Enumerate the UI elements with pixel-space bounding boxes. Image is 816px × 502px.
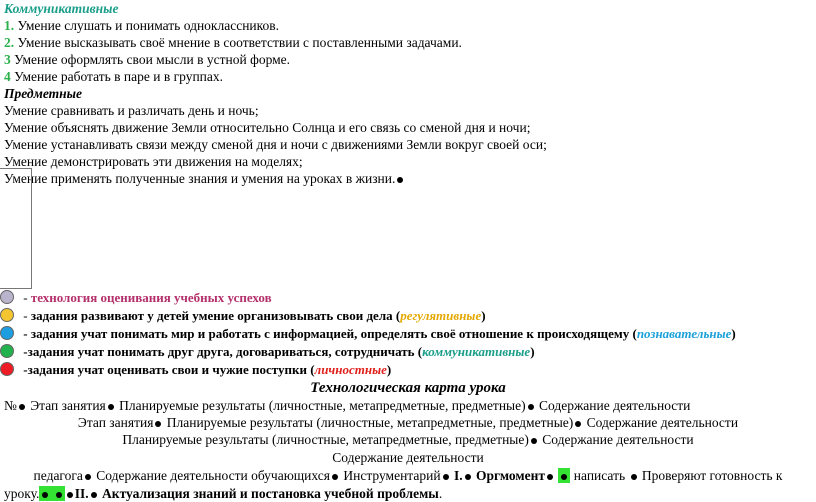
item-number: 3 (4, 52, 11, 67)
legend-text: задания учат понимать мир и работать с информацией, определять своё отношение к происходящему ( (30, 326, 637, 341)
cell-text: Содержание деятельности обучающихся (92, 468, 330, 483)
communicative-item (4, 17, 279, 34)
legend-category: познавательные (636, 326, 732, 341)
bullet-icon (397, 177, 403, 183)
legend-category: регулятивные (400, 308, 482, 323)
cell-text: Содержание деятельности (538, 432, 694, 447)
cell-text: . (438, 486, 443, 501)
communicative-item (4, 51, 290, 68)
legend-category: личностные (314, 362, 387, 377)
legend-category: коммуникативные (422, 344, 531, 359)
communicative-item (4, 68, 223, 85)
card-row (0, 431, 816, 448)
card-title: Технологическая карта урока (310, 380, 506, 396)
subject-header: Предметные (4, 86, 83, 101)
bullet-icon (332, 474, 338, 480)
empty-frame (0, 168, 32, 289)
card-row (0, 467, 816, 484)
cell-text: Этап занятия (77, 415, 154, 430)
cell-text: Инструментарий (339, 468, 441, 483)
number-sign: № (4, 398, 17, 413)
item-text: Умение слушать и понимать одноклассников. (14, 18, 280, 33)
subject-item: Умение сравнивать и различать день и ночь; (4, 103, 259, 118)
subject-item: Умение объяснять движение Земли относительно Солнца и его связь со сменой дня и ночи; (4, 120, 531, 135)
cell-text: Планируемые результаты (личностные, метапредметные, предметные) (163, 415, 574, 430)
blue-circle-icon (0, 326, 14, 340)
stage-number: II. (74, 486, 89, 501)
legend-item (0, 343, 535, 361)
communicative-item (4, 34, 462, 51)
communicative-header: Коммуникативные (4, 1, 119, 16)
bullet-icon (19, 404, 25, 410)
cell-text: Этап занятия (26, 398, 106, 413)
legend-text: задания развивают у детей умение организовывать свои дела ( (30, 308, 401, 323)
bullet-icon (67, 492, 73, 498)
item-number: 2. (4, 35, 15, 50)
legend-close: ) (386, 362, 392, 377)
subject-item: Умение демонстрировать эти движения на моделях; (4, 154, 303, 169)
legend-text: технология оценивания учебных успехов (30, 290, 272, 305)
legend-prefix: - (20, 308, 31, 323)
legend-item (0, 289, 272, 307)
card-row: Содержание деятельности (332, 450, 484, 465)
green-circle-icon (0, 344, 14, 358)
bullet-icon (91, 492, 97, 498)
cell-text: Планируемые результаты (личностные, метапредметные, предметные) (122, 432, 529, 447)
cell-text: написать (570, 468, 626, 483)
bullet-icon (85, 474, 91, 480)
cell-text: уроку. (4, 486, 40, 501)
cell-text: Планируемые результаты (личностные, метапредметные, предметные) (115, 398, 526, 413)
bullet-icon (531, 438, 537, 444)
bullet-icon (155, 421, 161, 427)
bullet-icon (465, 474, 471, 480)
item-number: 1. (4, 18, 15, 33)
bullet-icon (631, 474, 637, 480)
lavender-circle-icon (0, 290, 14, 304)
stage-title: Оргмомент (472, 468, 546, 483)
item-text: Умение оформлять свои мысли в устной форме. (10, 52, 291, 67)
stage-number: I. (450, 468, 463, 483)
cell-text: педагога (33, 468, 83, 483)
legend-item (0, 307, 486, 325)
legend-prefix: - (20, 326, 31, 341)
card-row (4, 485, 816, 502)
legend-item (0, 325, 736, 343)
cell-text: Проверяют готовность к (638, 468, 783, 483)
bullet-icon (42, 492, 48, 498)
yellow-circle-icon (0, 308, 14, 322)
stage-title: Актуализация знаний и постановка учебной проблемы (98, 486, 439, 501)
bullet-icon (56, 492, 62, 498)
item-text: Умение работать в паре и в группах. (10, 69, 224, 84)
bullet-icon (528, 404, 534, 410)
legend-item (0, 361, 391, 379)
cell-text: Содержание деятельности (535, 398, 691, 413)
bullet-icon (561, 474, 567, 480)
subject-item (4, 153, 405, 186)
legend-text: задания учат понимать друг друга, договариваться, сотрудничать ( (27, 344, 423, 359)
cell-text: Содержание деятельности (583, 415, 739, 430)
highlight-mark (558, 468, 570, 483)
subject-item: Умение устанавливать связи между сменой дня и ночи с движениями Земли вокруг своей оси; (4, 137, 547, 152)
legend-prefix: - (20, 344, 28, 359)
item-number: 4 (4, 69, 11, 84)
legend-close: ) (481, 308, 486, 323)
legend-prefix: - (20, 362, 28, 377)
item-text: Умение высказывать своё мнение в соответствии с поставленными задачами. (14, 35, 462, 50)
legend-prefix: - (20, 290, 31, 305)
legend-close: ) (530, 344, 535, 359)
subject-item-text: Умение применять полученные знания и умения на уроках в жизни. (4, 171, 396, 186)
bullet-icon (108, 404, 114, 410)
red-circle-icon (0, 362, 14, 376)
bullet-icon (443, 474, 449, 480)
card-row (0, 414, 816, 431)
legend-text: задания учат оценивать свои и чужие поступки ( (27, 362, 315, 377)
legend-close: ) (731, 326, 736, 341)
card-row (4, 397, 816, 414)
highlight-mark (39, 486, 64, 501)
bullet-icon (547, 474, 553, 480)
bullet-icon (575, 421, 581, 427)
